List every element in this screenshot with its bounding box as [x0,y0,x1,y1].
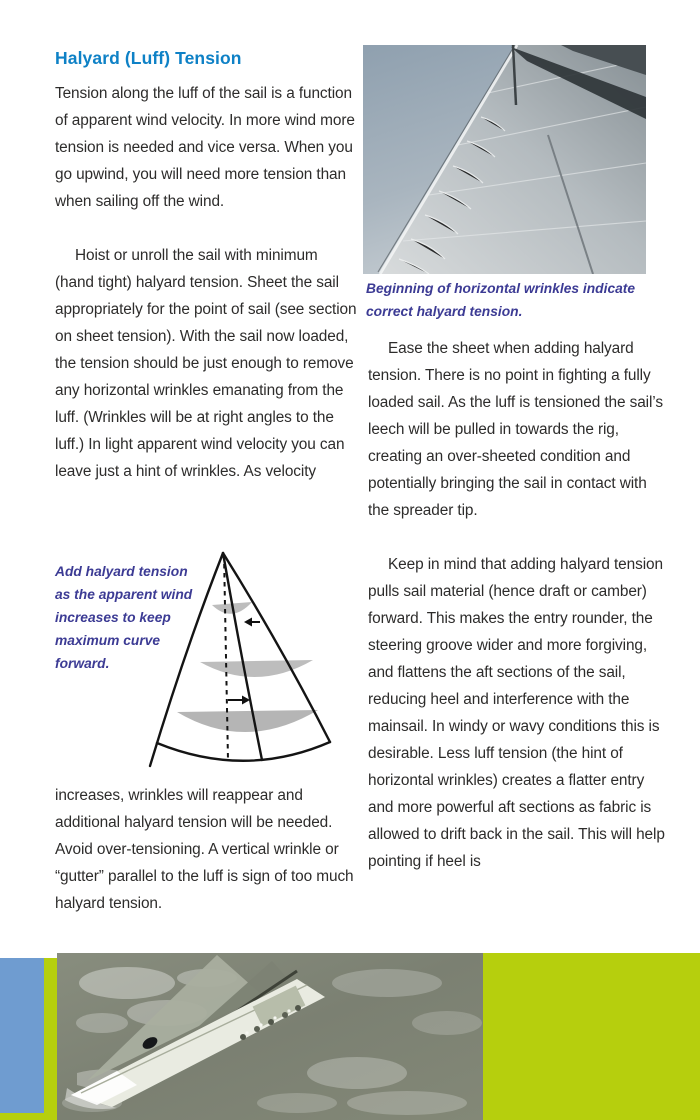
section-heading: Halyard (Luff) Tension [55,48,242,68]
draft-arrows [228,618,260,705]
diagram-caption: Add halyard tension as the apparent wind increases to keep maximum curve forward. [55,564,193,671]
lime-accent-block [483,953,700,1120]
footer-strip [0,953,700,1120]
paragraph-luff-tension-intro: Tension along the luff of the sail is a function of apparent wind velocity. In more wind more tension is needed and vice versa. When you go upwind, you will need more tension than when sailing off the wind. [55,85,355,210]
lime-accent-bar-foot [0,1113,44,1120]
sail-draft-diagram [148,546,352,782]
blue-accent-bar [0,958,44,1113]
sail-luff-photo [363,45,646,274]
lime-accent-bar [44,958,57,1120]
sail-outline [150,553,330,766]
paragraph-ease-sheet: Ease the sheet when adding halyard tension. There is no point in fighting a fully loaded sail. As the luff is tensioned the sail’s leech will be pulled in towards the rig, creating an over-sheeted condition and potentially bringing the sail in contact with the spreader tip. [368,340,663,519]
paragraph-over-tensioning: increases, wrinkles will reappear and additional halyard tension will be needed. Avoid over-tensioning. A vertical wrinkle or “gutter” parallel to the luff is sign of too much halyard tension. [55,787,354,912]
paragraph-keep-in-mind: Keep in mind that adding halyard tension pulls sail material (hence draft or camber) forward. This makes the entry rounder, the steering groove wider and more forgiving, and flattens the aft sections of the sail, reducing heel and interference with the mainsail. In windy or wavy conditions this is desirable. Less luff tension (the hint of horizontal wrinkles) creates a flatter entry and more powerful aft sections as fabric is allowed to drift back in the sail. This will help pointing if heel is [368,556,665,870]
aerial-sailboat-photo [57,953,483,1120]
paragraph-hoist-instructions: Hoist or unroll the sail with minimum (hand tight) halyard tension. Sheet the sail appropriately for the point of sail (see section on sheet tension). With the sail now loaded, the tension should be just enough to remove any horizontal wrinkles emanating from the luff. (Wrinkles will be at right angles to the luff.) In light apparent wind velocity you can leave just a hint of wrinkles. As velocity [55,247,357,480]
photo-caption: Beginning of horizontal wrinkles indicate correct halyard tension. [366,281,636,319]
